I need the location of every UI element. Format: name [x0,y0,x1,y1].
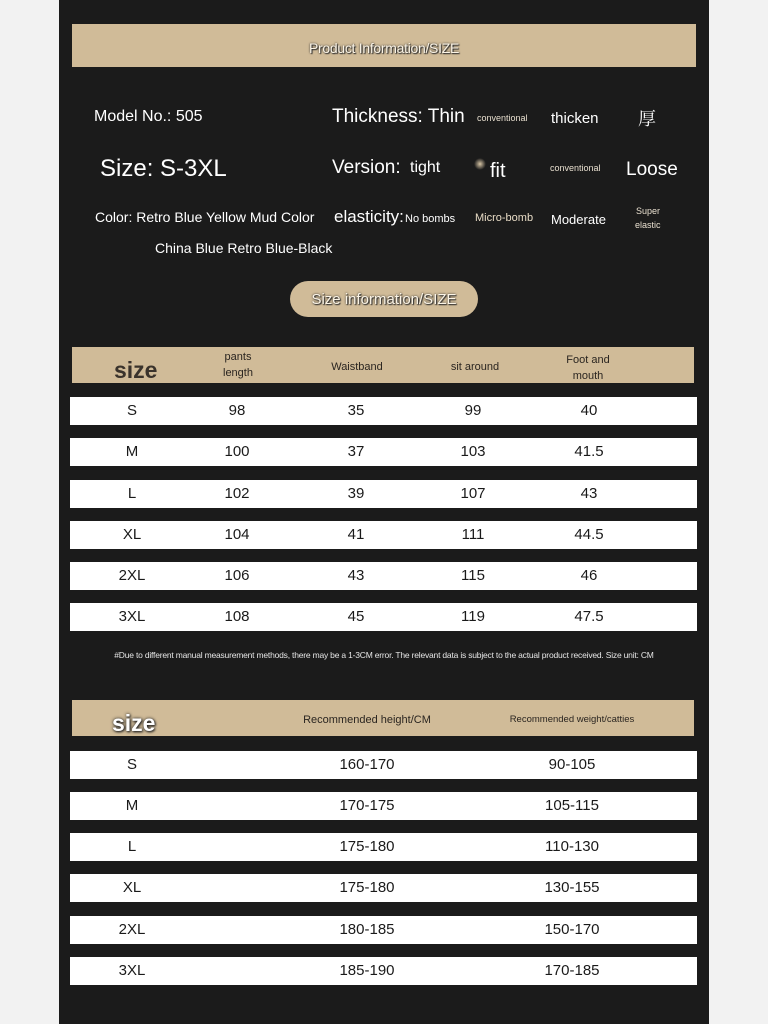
thickness-option-conventional: conventional [477,113,528,123]
thickness-option-thick: 厚 [638,109,656,129]
foot-mouth-cell: 40 [580,402,598,419]
rec-table-header [72,700,694,736]
elasticity-label: elasticity: [334,207,404,226]
rec-table-row [70,792,697,820]
sit-around-cell: 115 [461,567,485,584]
elasticity-option-super: Super [636,206,661,216]
sit-around-cell: 119 [461,608,485,625]
size-cell: 2XL [118,921,146,938]
height-cell: 175-180 [339,879,395,896]
sit-around-cell: 111 [461,526,485,543]
size-table-header-foot: Foot and [566,354,610,366]
size-range: Size: S-3XL [100,155,227,182]
foot-mouth-cell: 47.5 [574,608,604,625]
version-option-loose: Loose [626,159,678,180]
size-cell: 2XL [118,567,146,584]
rec-table-header-weight: Recommended weight/catties [509,714,635,725]
height-cell: 175-180 [339,838,395,855]
pants-length-cell: 104 [224,526,250,543]
waistband-cell: 35 [347,402,365,419]
size-table-header-sit-around: sit around [450,361,500,373]
size-table-header-waistband: Waistband [331,361,383,373]
rec-table-row [70,751,697,779]
size-table-row [70,397,697,425]
sit-around-cell: 103 [460,443,486,460]
size-table-row [70,438,697,466]
measurement-note: #Due to different manual measurement methods, there may be a 1-3CM error. The relevant data is subject to the actual product received. Size unit: CM [114,650,654,660]
size-table-header [72,347,694,383]
waistband-cell: 43 [347,567,365,584]
rec-table-row [70,957,697,985]
size-cell: 3XL [118,608,146,625]
foot-mouth-cell: 41.5 [574,443,604,460]
foot-mouth-cell: 43 [580,485,598,502]
model-number: Model No.: 505 [94,108,203,125]
color-line-2: China Blue Retro Blue-Black [155,240,333,256]
size-table-row [70,521,697,549]
size-info-title: Size information/SIZE [311,291,457,308]
weight-cell: 90-105 [548,756,596,773]
version-option-tight: tight [410,159,441,176]
weight-cell: 130-155 [544,879,600,896]
height-cell: 170-175 [339,797,395,814]
weight-cell: 105-115 [545,797,599,814]
foot-mouth-cell: 44.5 [574,526,604,543]
elasticity-option-moderate: Moderate [551,212,606,227]
weight-cell: 150-170 [544,921,600,938]
size-cell: M [125,797,139,814]
color-line-1: Color: Retro Blue Yellow Mud Color [95,209,315,225]
page-title: Product Information/SIZE [309,40,459,56]
size-cell: S [126,756,137,773]
size-cell: S [126,402,137,419]
rec-table-row [70,874,697,902]
foot-mouth-cell: 46 [580,567,598,584]
size-cell: L [127,838,137,855]
waistband-cell: 37 [347,443,365,460]
version-label: Version: [332,157,401,178]
size-table-row [70,480,697,508]
rec-table-row [70,833,697,861]
weight-cell: 170-185 [544,962,600,979]
size-table-row [70,603,697,631]
thickness-option-thicken: thicken [551,110,599,127]
size-cell: XL [122,526,142,543]
rec-table-header-height: Recommended height/CM [303,714,431,726]
pants-length-cell: 108 [224,608,250,625]
weight-cell: 110-130 [545,838,599,855]
height-cell: 160-170 [339,756,395,773]
size-table-header-length: length [223,367,253,379]
size-table-header-mouth: mouth [572,370,604,382]
rec-table-row [70,916,697,944]
version-option-fit: fit [490,160,506,182]
sit-around-cell: 99 [464,402,482,419]
height-cell: 185-190 [339,962,395,979]
thickness-label: Thickness: Thin [332,106,465,127]
size-table-row [70,562,697,590]
pants-length-cell: 100 [224,443,250,460]
waistband-cell: 41 [347,526,365,543]
size-chart-panel [59,0,709,1024]
pants-length-cell: 98 [228,402,246,419]
elasticity-option-no-bombs: No bombs [405,213,456,225]
elasticity-option-micro-bomb: Micro-bomb [475,212,534,224]
version-option-conventional: conventional [550,163,601,173]
sit-around-cell: 107 [460,485,486,502]
elasticity-option-elastic: elastic [635,220,661,230]
size-cell: 3XL [118,962,146,979]
waistband-cell: 45 [347,608,365,625]
size-cell: XL [122,879,142,896]
pants-length-cell: 106 [224,567,250,584]
height-cell: 180-185 [339,921,395,938]
pants-length-cell: 102 [224,485,250,502]
waistband-cell: 39 [347,485,365,502]
size-cell: M [125,443,139,460]
size-table-header-pants: pants [224,351,252,363]
size-cell: L [127,485,137,502]
size-table-header-size: size [114,357,158,383]
version-highlight-mark [474,158,486,170]
rec-table-header-size: size [112,710,156,736]
